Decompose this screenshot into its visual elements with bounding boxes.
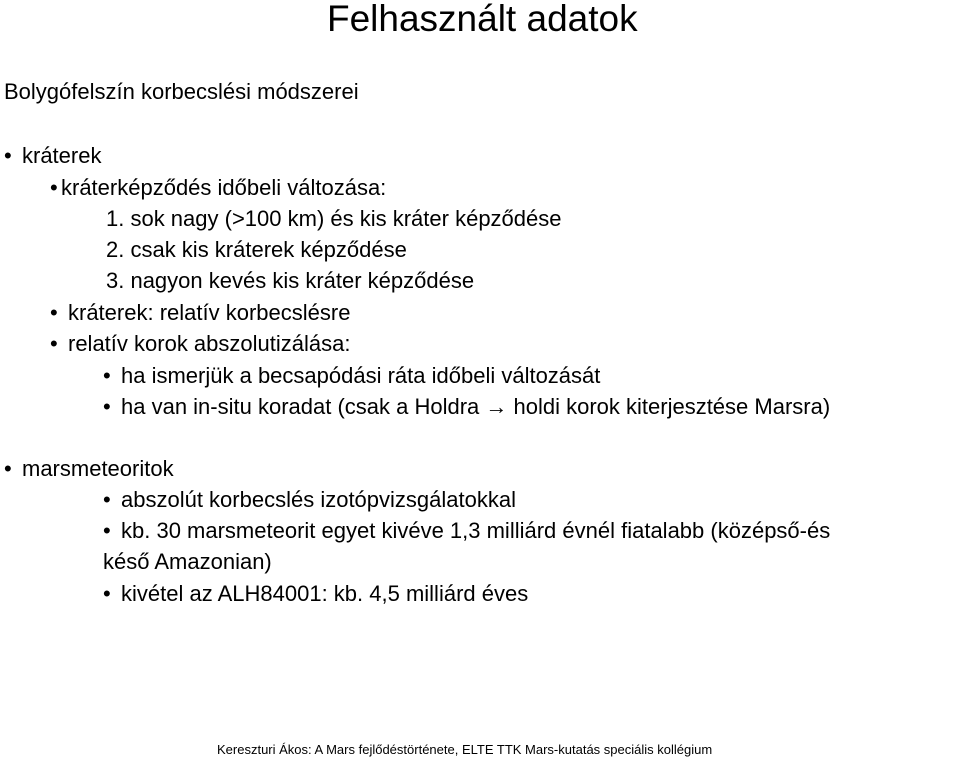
- slide-title: Felhasznált adatok: [327, 0, 638, 39]
- numbered-line-3: [106, 267, 474, 295]
- bullet-line-4: [50, 330, 350, 358]
- line-text: ha van in-situ koradat (csak a Holdra → holdi korok kiterjesztése Marsra): [121, 394, 831, 419]
- line-text: kráterek: relatív korbecslésre: [68, 300, 351, 325]
- bullet-line-8: [103, 486, 516, 514]
- bullet-glyph: •: [50, 300, 58, 325]
- slide-footer: Kereszturi Ákos: A Mars fejlődéstörténete, ELTE TTK Mars-kutatás speciális kollégium: [217, 742, 713, 757]
- slide-subtitle: Bolygófelszín korbecslési módszerei: [4, 79, 359, 104]
- bullet-line-5: [103, 362, 600, 390]
- bullet-glyph: •: [50, 331, 58, 356]
- bullet-glyph: •: [4, 456, 12, 481]
- line-text: kráterképződés időbeli változása:: [61, 175, 387, 200]
- bullet-glyph: •: [103, 394, 111, 419]
- line-text: abszolút korbecslés izotópvizsgálatokkal: [121, 487, 516, 512]
- line-text: kb. 30 marsmeteorit egyet kivéve 1,3 milliárd évnél fiatalabb (középső-és: [121, 518, 831, 543]
- bullet-glyph: •: [4, 143, 12, 168]
- bullet-glyph: •: [103, 363, 111, 388]
- line-text: marsmeteoritok: [22, 456, 174, 481]
- bullet-glyph: •: [103, 518, 111, 543]
- numbered-line-1: [106, 205, 562, 233]
- bullet-line-3: [50, 299, 350, 327]
- bullet-line-2: [50, 174, 386, 202]
- line-text: kráterek: [22, 143, 102, 168]
- line-text: ha ismerjük a becsapódási ráta időbeli változását: [121, 363, 601, 388]
- bullet-line-9: [103, 517, 830, 545]
- bullet-glyph: •: [50, 175, 58, 200]
- bullet-glyph: •: [103, 487, 111, 512]
- line-text: relatív korok abszolutizálása:: [68, 331, 351, 356]
- line-text: kivétel az ALH84001: kb. 4,5 milliárd éves: [121, 581, 529, 606]
- numbered-line-2: [106, 236, 407, 264]
- continuation-line: [103, 548, 272, 576]
- bullet-line-7: [4, 455, 174, 483]
- line-text: 1. sok nagy (>100 km) és kis kráter képződése: [106, 206, 562, 231]
- bullet-line-6: [103, 393, 830, 421]
- line-text: 3. nagyon kevés kis kráter képződése: [106, 268, 475, 293]
- bullet-glyph: •: [103, 581, 111, 606]
- line-text: késő Amazonian): [103, 549, 272, 574]
- line-text: 2. csak kis kráterek képződése: [106, 237, 407, 262]
- bullet-line-10: [103, 580, 528, 608]
- bullet-line-1: [4, 142, 101, 170]
